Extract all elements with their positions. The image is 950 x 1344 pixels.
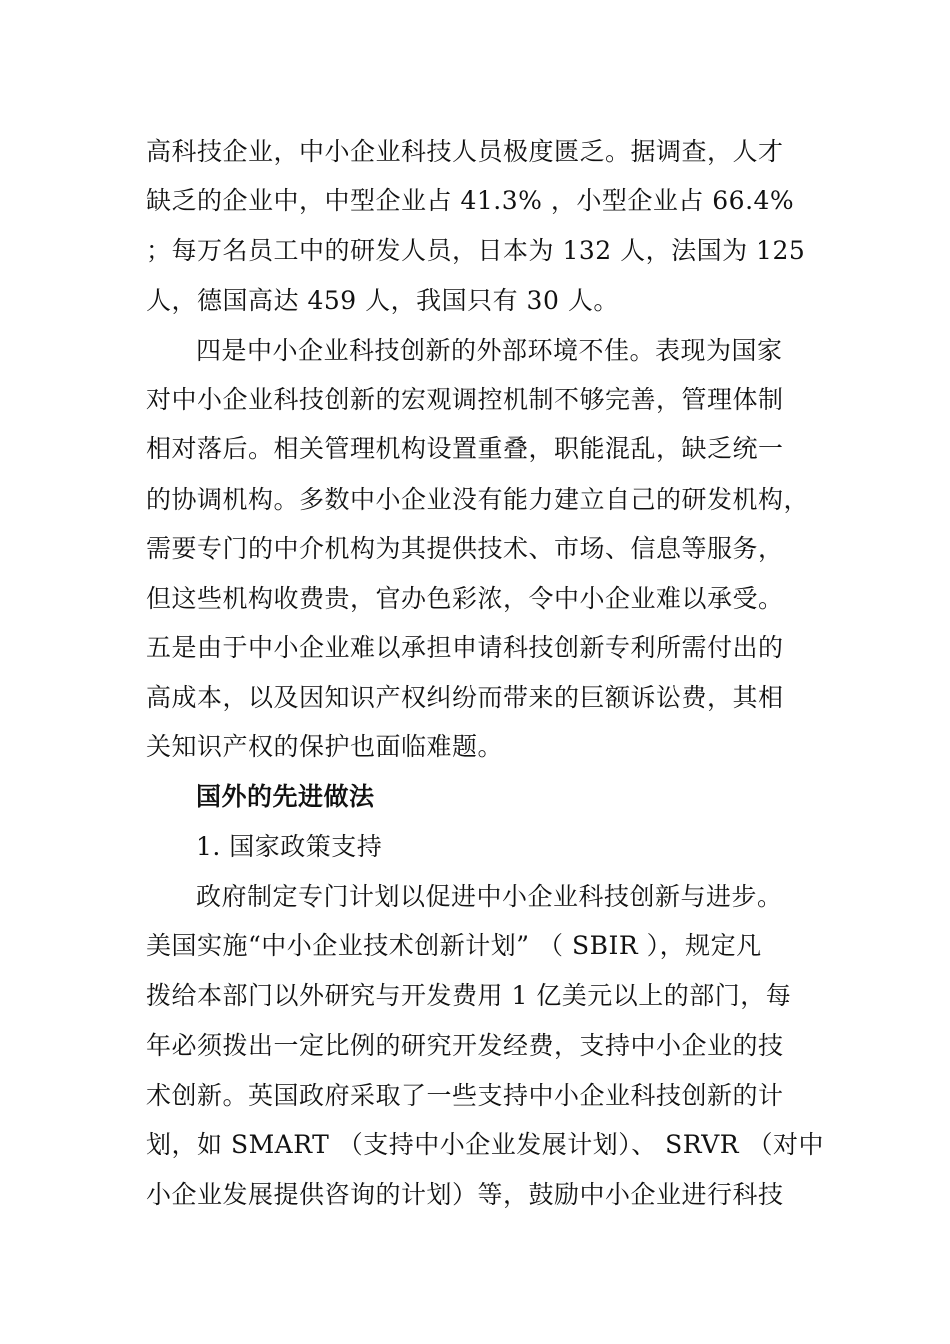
paragraph-start-line: 四是中小企业科技创新的外部环境不佳。表现为国家 <box>196 336 783 365</box>
body-text-line: 五是由于中小企业难以承担申请科技创新专利所需付出的 <box>146 633 784 662</box>
body-text-line: 小企业发展提供咨询的计划）等，鼓励中小企业进行科技 <box>146 1180 784 1209</box>
body-text-line: 对中小企业科技创新的宏观调控机制不够完善，管理体制 <box>146 385 784 414</box>
body-text-line: 高成本，以及因知识产权纠纷而带来的巨额诉讼费，其相 <box>146 683 784 712</box>
paragraph-start-line: 政府制定专门计划以促进中小企业科技创新与进步。 <box>196 882 783 911</box>
body-text-line: ；每万名员工中的研发人员，日本为 132 人，法国为 125 <box>146 236 806 265</box>
body-text-line: 拨给本部门以外研究与开发费用 1 亿美元以上的部门，每 <box>146 981 792 1010</box>
body-text-line: 的协调机构。多数中小企业没有能力建立自己的研发机构， <box>146 485 810 514</box>
body-text-line: 相对落后。相关管理机构设置重叠，职能混乱，缺乏统一 <box>146 434 784 463</box>
body-text-line: 缺乏的企业中，中型企业占 41.3% ，小型企业占 66.4% <box>146 186 795 215</box>
body-text-line: 人，德国高达 459 人，我国只有 30 人。 <box>146 286 619 315</box>
body-text-line: 术创新。英国政府采取了一些支持中小企业科技创新的计 <box>146 1081 784 1110</box>
body-text-line: 年必须拨出一定比例的研究开发经费，支持中小企业的技 <box>146 1031 784 1060</box>
body-text-line: 但这些机构收费贵，官办色彩浓，令中小企业难以承受。 <box>146 584 784 613</box>
body-text-line: 关知识产权的保护也面临难题。 <box>146 732 504 761</box>
body-text-line: 高科技企业，中小企业科技人员极度匮乏。据调查，人才 <box>146 137 784 166</box>
subsection-heading: 1. 国家政策支持 <box>196 832 383 861</box>
section-heading: 国外的先进做法 <box>196 782 375 811</box>
body-text-line: 需要专门的中介机构为其提供技术、市场、信息等服务， <box>146 534 784 563</box>
body-text-line: 划，如 SMART （支持中小企业发展计划）、 SRVR （对中 <box>146 1130 825 1159</box>
body-text-line: 美国实施“中小企业技术创新计划” （ SBIR ），规定凡 <box>146 931 762 960</box>
